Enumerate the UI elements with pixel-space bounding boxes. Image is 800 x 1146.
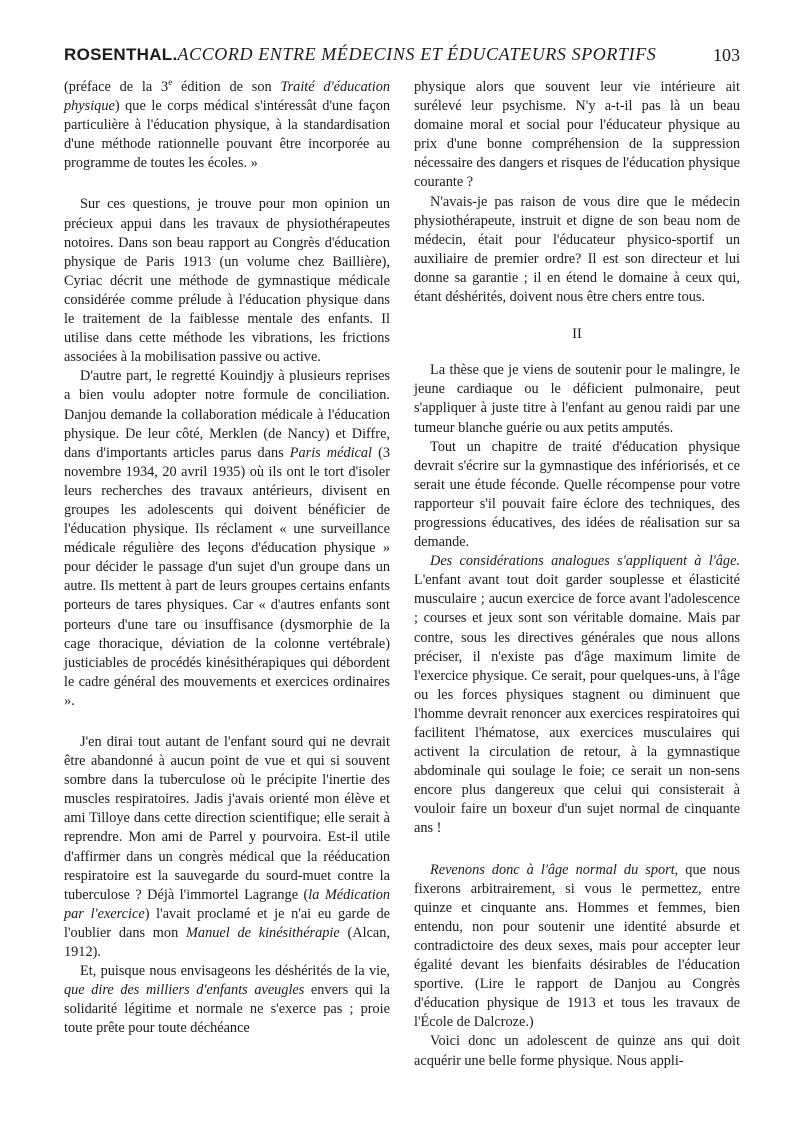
running-header <box>64 44 740 72</box>
paragraph-adolescent: Voici donc un adolescent de quinze ans qui doit acquérir une belle forme physique. Nous appli- <box>414 1033 740 1069</box>
text-run: J'en dirai tout autant de l'enfant sourd qui ne devrait être abandonné à aucun point de vue et qui si souvent sombre dans la tuberculose où le précipite l'inertie des muscles respiratoires. Jadis j'avais orienté mon élève et ami Tilloye dans cette direction scientifique; elle serait à reprendre. Mon ami de Parrel y pourvoira. Est-il utile d'affirmer dans un congrès médical que la rééducation respiratoire est la sauvegarde du sourd-muet contre la tuberculose ? Déjà l'immortel Lagrange ( <box>64 734 390 903</box>
text-run: édition de son <box>172 79 281 95</box>
text-run: (3 novembre 1934, 20 avril 1935) où ils ont le tort d'isoler leurs recherches des travaux antérieurs, divisent en groupes les adolescents qui doivent bénéficier de l'éducation physique. Ils réclament « une surveillance médicale régulière des leçons d'éducation physique » pour décider le passage d'un sujet d'un groupe dans un autre. Ils mettent à part de leurs groupes certains enfants porteurs de tares physiques. Car « d'autres enfants sont porteurs d'une tare ou insuffisance (dysmorphie de la cage thoracique, déviation de la colonne vertébrale) justiciables de procédés kinésithérapiques qui débordent le cadre général des mouvements et exercices ordinaires ». <box>64 444 390 709</box>
paragraph-age-normal-sport <box>414 861 740 1033</box>
left-column <box>64 78 390 1039</box>
book-title: Manuel de kinésithérapie <box>186 924 340 941</box>
header-author: ROSENTHAL. <box>64 45 178 64</box>
paragraph-preface-quote-end <box>64 78 390 173</box>
text-run: D'autre part, le regretté Kouindjy à plusieurs reprises a bien voulu adopter notre formule de conciliation. Danjou demande la collaboration médicale à l'éducation physique. De leur côté, Merklen (de Nancy) et Diffre, dans d'importants articles parus dans <box>64 368 390 461</box>
page-number: 103 <box>713 45 740 65</box>
text-run: (Alcan, 1912). <box>64 924 391 961</box>
journal-title: Paris médical <box>289 444 373 461</box>
text-run: envers qui la solidarité légitime et normale ne s'exerce pas ; proie toute prête pour toute déchéance <box>64 982 391 1037</box>
paragraph-psychisme: physique alors que souvent leur vie intérieure ait surélevé leur psychisme. N'y a-t-il pas là un beau domaine moral et social pour l'éducateur physique au prix d'une bonne compréhension de la suppression nécessaire des dangers et risques de l'éducation physique courante ? <box>414 79 740 191</box>
emphasis-text: Revenons donc à l'âge normal du sport <box>430 861 675 878</box>
book-title: Traité d'éducation physique <box>64 79 391 115</box>
paragraph-medecin-physiotherapeute: N'avais-je pas raison de vous dire que le médecin physiothérapeute, instruit et digne de son beau nom de médecin, était pour l'éducateur physico-sportif un auxiliaire de premier ordre? Il est son directeur et lui donne sa garantie ; il en étend le domaine à ceux qui, étant déshérités, doivent nous être chers entre tous. <box>414 193 740 306</box>
paragraph-enfants-aveugles <box>64 962 390 1038</box>
paragraph-these: La thèse que je viens de soutenir pour le malingre, le jeune cardiaque ou le déficient pulmonaire, peut s'appliquer à juste titre à l'enfant au genou raidi par une tumeur blanche guérie ou aux petits amputés. <box>414 362 740 436</box>
emphasis-text: que dire des milliers d'enfants aveugles <box>64 982 305 999</box>
text-run: Et, puisque nous envisageons les déshérités de la vie, <box>80 963 390 980</box>
header-title: ACCORD ENTRE MÉDECINS ET ÉDUCATEURS SPORTIFS <box>177 44 657 64</box>
paragraph-chapitre-traite: Tout un chapitre de traité d'éducation physique devrait s'écrire sur la gymnastique des infériorisés, et ce serait une étude féconde. Quelle récompense pour votre rapporteur s'il pouvait faire éclore des techniques, des progressions éducatives, des idées de réalisation sur sa demande. <box>414 438 740 551</box>
text-run: (préface de la 3 <box>64 79 169 95</box>
paragraph-age <box>414 552 740 838</box>
paragraph-enfant-sourd <box>64 733 390 962</box>
paragraph-kouindjy <box>64 367 390 711</box>
book-title: la Médication par l'exercice <box>64 886 390 922</box>
text-run: ) l'avait proclamé et je n'ai eu garde de l'oublier dans mon <box>64 905 391 941</box>
emphasis-text: Des considérations analogues s'appliquent à l'âge. <box>430 553 740 570</box>
text-run: ) que le corps médical s'intéressât d'une façon particulière à l'éducation physique, à la standardisation d'une méthode rationnelle pouvant être incorporée au programme de toutes les écoles. » <box>64 98 390 172</box>
right-column <box>414 78 740 1071</box>
superscript: e <box>168 77 173 88</box>
text-run: L'enfant avant tout doit garder souplesse et élasticité musculaire ; aucun exercice de force avant l'adolescence ; courses et jeux sont son véritable domaine. Mais par contre, sous les directives générales que nous allons préciser, il n'existe pas d'âge maximum limite de l'exercice physique. Ce serait, pour quelques-uns, à l'âge ou les forces physiques stagnent ou diminuent que l'homme devrait renoncer aux exercices respiratoires qui facilitent l'hématose, aux exercices musculaires qui activent la circulation de retour, à la gymnastique abdominale qui soulage le foie; ce serait un non-sens encore plus dangereux que celui qui consisterait à vouloir faire un boxeur d'un sujet normal de cinquante ans ! <box>414 572 740 837</box>
text-run: , que nous fixerons arbitrairement, si vous le permettez, entre quinze et cinquante ans. Hommes et femmes, bien entendu, non pour soutenir une identité absurde et contradictoire des deux sexes, mais pour accepter leur égalité devant les bienfaits désirables de l'éducation sportive. (Lire le rapport de Danjou au Congrès d'éducation physique de 1913 et tous les travaux de l'École de Dalcroze.) <box>414 861 740 1031</box>
paragraph-physiotherapeutes: Sur ces questions, je trouve pour mon opinion un précieux appui dans les travaux de physiothérapeutes notoires. Dans son beau rapport au Congrès d'éducation physique de Paris 1913 (un volume chez Baillière), Cyriac décrit une méthode de gymnastique médicale considérée comme prélude à l'éducation physique dans le traitement de la faiblesse mentale des enfants. Il utilise dans cette méthode les vibrations, les frictions associées à la mobilisation passive ou active. <box>64 196 390 366</box>
section-number: II <box>572 326 582 343</box>
